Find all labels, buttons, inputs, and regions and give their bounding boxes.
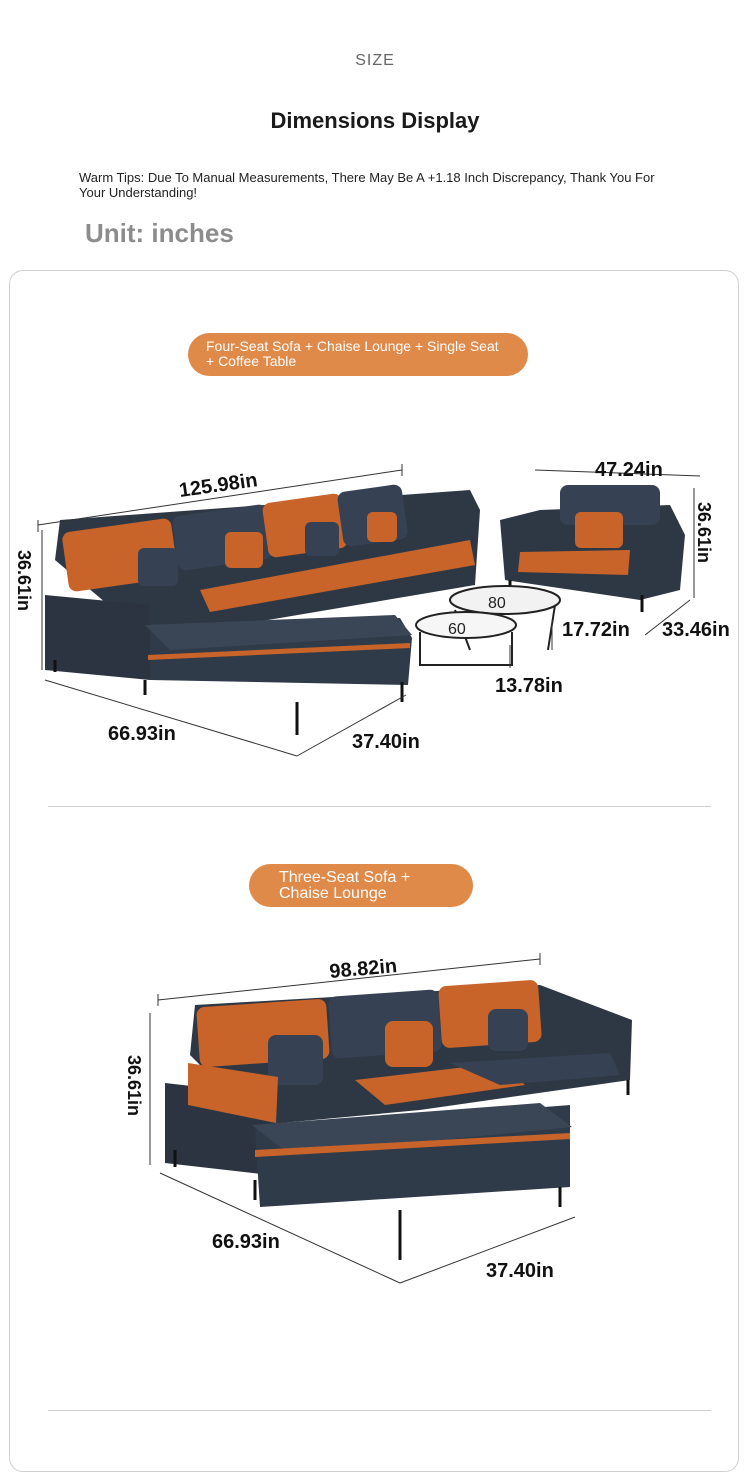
dim-chair-depth: 33.46in [662, 619, 730, 641]
dim-table-height-large: 17.72in [562, 619, 630, 641]
section-divider-bottom [48, 1410, 711, 1411]
dim-chaise-width: 37.40in [352, 731, 420, 753]
dim-sofa-length: 125.98in [177, 469, 259, 502]
dim-table-large-diameter: 80 [488, 595, 506, 612]
dim-sofa-length-2: 98.82in [328, 955, 399, 983]
dim-chair-height: 36.61in [694, 502, 714, 564]
unit-label: Unit: inches [85, 218, 234, 248]
dim-table-height-small: 13.78in [495, 675, 563, 697]
dim-chaise-width-2: 37.40in [486, 1260, 554, 1282]
warm-tips: Warm Tips: Due To Manual Measurements, There May Be A +1.18 Inch Discrepancy, Thank You For Your Understanding! [79, 170, 655, 200]
page-title: Dimensions Display [270, 108, 480, 133]
dim-table-small-diameter: 60 [448, 621, 466, 638]
dim-chaise-length-2: 66.93in [212, 1231, 280, 1253]
dim-sofa-height-2: 36.61in [124, 1055, 144, 1117]
section1-illustration [0, 440, 750, 770]
size-label: SIZE [355, 52, 395, 69]
section2-label: Three-Seat Sofa + Chaise Lounge [249, 864, 473, 907]
dim-chair-width: 47.24in [595, 459, 663, 481]
section2-illustration [0, 945, 750, 1285]
dim-chaise-length: 66.93in [108, 723, 176, 745]
section-divider [48, 806, 711, 807]
dim-sofa-height: 36.61in [14, 550, 34, 612]
four-seat-sofa-image [45, 484, 480, 735]
three-seat-sofa-image [165, 980, 632, 1260]
section1-label: Four-Seat Sofa + Chaise Lounge + Single Seat + Coffee Table [188, 333, 528, 376]
